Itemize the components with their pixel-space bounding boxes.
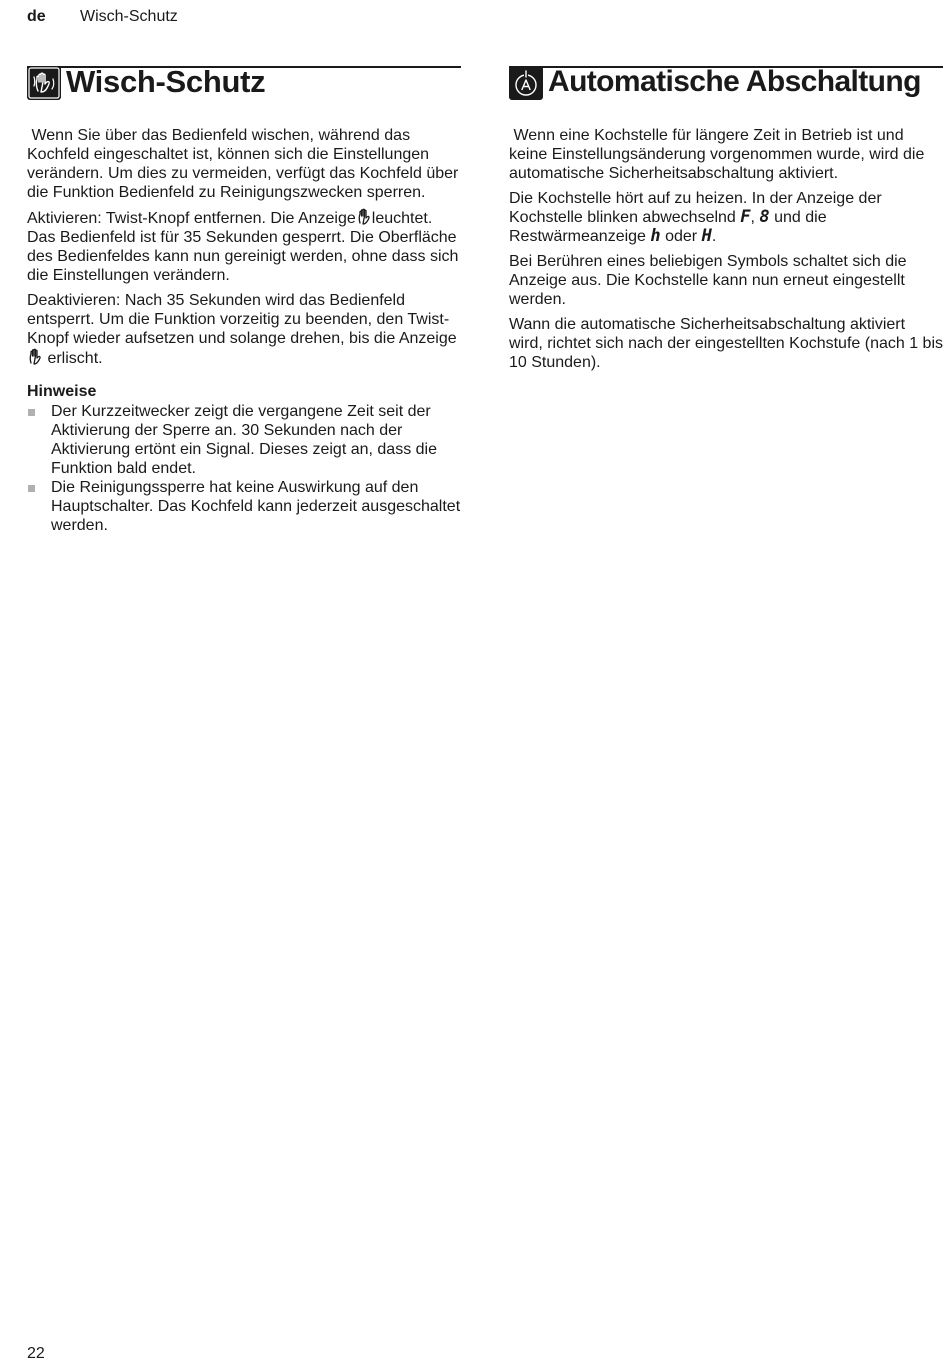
display-paragraph: Die Kochstelle hört auf zu heizen. In der Anzeige der Kochstelle blinken abwechselnd F, 8 und die Restwärmeanzeige h oder H. (509, 190, 882, 246)
deactivate-paragraph: Deaktivieren: Nach 35 Sekunden wird das Bedienfeld entsperrt. Um die Funktion vorzeitig zu beenden, den Twist-Knopf wieder aufsetzen und solange drehen, bis die Anzeige erlischt. (27, 292, 457, 367)
notes-heading: Hinweise (27, 383, 97, 400)
wipe-protection-indicator-icon (27, 348, 43, 365)
page-number: 22 (27, 1345, 45, 1362)
activate-paragraph: Aktivieren: Twist-Knopf entfernen. Die Anzeige leuchtet. Das Bedienfeld ist für 35 Sekunden gesperrt. Die Oberfläche des Bedienfeldes kann nun gereinigt werden, ohne dass sich die Einstellungen verändern. (27, 210, 459, 284)
display-symbol-8: 8 (759, 207, 770, 227)
residual-heat-symbol-h-large: H (701, 226, 712, 246)
touch-paragraph: Bei Berühren eines beliebigen Symbols schaltet sich die Anzeige aus. Die Kochstelle kann nun erneut eingestellt werden. (509, 253, 907, 308)
bullet-square-icon (28, 485, 35, 492)
language-code: de (27, 8, 46, 25)
notes-list (27, 402, 461, 535)
list-item: Die Reinigungssperre hat keine Auswirkung auf den Hauptschalter. Das Kochfeld kann jederzeit ausgeschaltet werden. (27, 478, 461, 535)
section-heading (27, 64, 461, 100)
running-section-title: Wisch-Schutz (80, 8, 178, 25)
section-title: Wisch-Schutz (66, 64, 266, 99)
running-header (27, 8, 178, 26)
automatische-abschaltung-section (509, 64, 943, 378)
list-item: Der Kurzzeitwecker zeigt die vergangene Zeit seit der Aktivierung der Sperre an. 30 Sekunden nach der Aktivierung ertönt ein Signal. Dieses zeigt an, dass die Funktion bald endet. (27, 402, 461, 478)
display-symbol-f: F (740, 207, 751, 227)
wisch-schutz-section (27, 64, 461, 535)
section-title: Automatische Abschaltung (548, 65, 921, 98)
bullet-square-icon (28, 409, 35, 416)
intro-paragraph: Wenn Sie über das Bedienfeld wischen, während das Kochfeld eingeschaltet ist, können sich die Einstellungen verändern. Um dies zu vermeiden, verfügt das Kochfeld über die Funktion Bedienfeld zu Reinigungszwecken sperren. (27, 127, 459, 201)
residual-heat-symbol-h-small: h (650, 226, 661, 246)
wipe-protection-hand-icon (27, 66, 61, 100)
auto-shutoff-a-icon (509, 66, 543, 100)
section-heading (509, 64, 943, 100)
intro-paragraph: Wenn eine Kochstelle für längere Zeit in Betrieb ist und keine Einstellungsänderung vorgenommen wurde, wird die automatische Sicherheitsabschaltung aktiviert. (509, 127, 925, 182)
wipe-protection-indicator-icon (356, 208, 372, 225)
timing-paragraph: Wann die automatische Sicherheitsabschaltung aktiviert wird, richtet sich nach der eingestellten Kochstufe (nach 1 bis 10 Stunden). (509, 316, 944, 371)
